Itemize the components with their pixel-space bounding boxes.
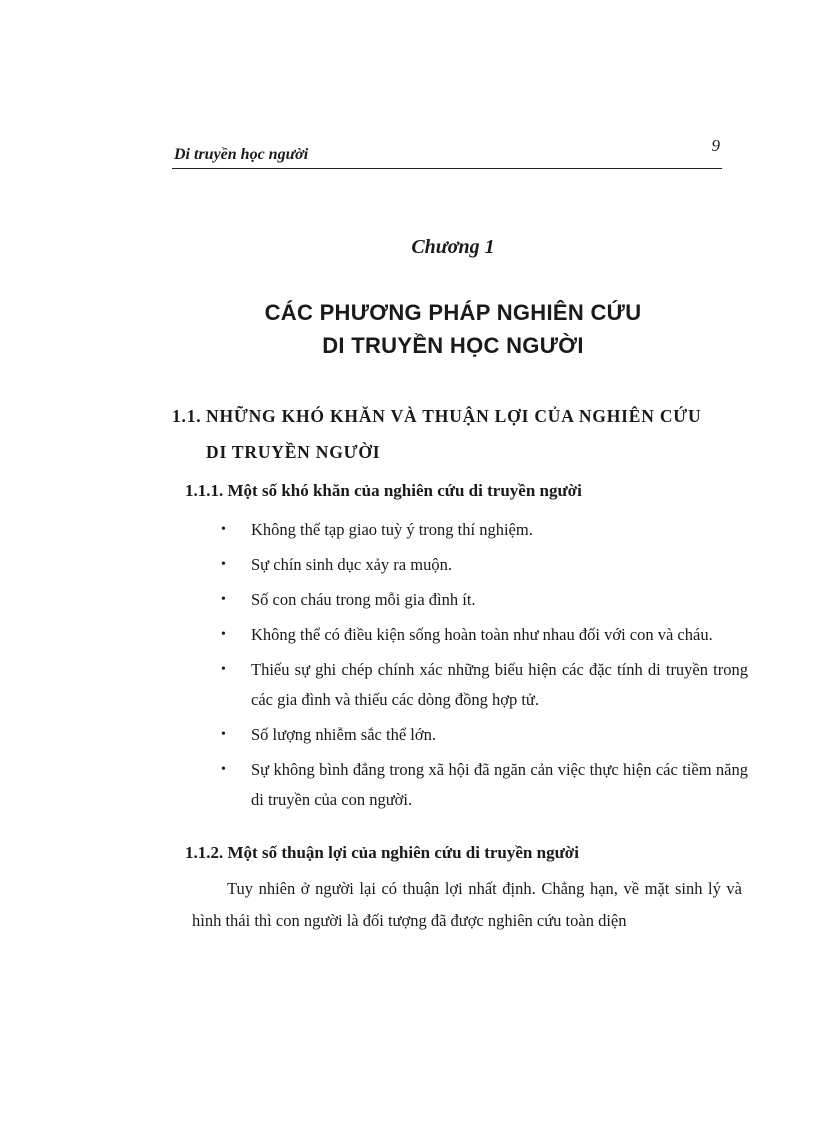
list-item-text: Không thể có điều kiện sống hoàn toàn như nhau đối với con và cháu. <box>251 625 713 644</box>
chapter-title-line-2: DI TRUYỀN HỌC NGƯỜI <box>322 333 584 358</box>
list-item <box>218 620 748 650</box>
list-item-text: Số lượng nhiễm sắc thể lớn. <box>251 725 436 744</box>
section-heading-line-1 <box>172 398 742 434</box>
chapter-title-line-1: CÁC PHƯƠNG PHÁP NGHIÊN CỨU <box>264 300 642 325</box>
difficulties-list <box>218 515 748 820</box>
chapter-title <box>0 296 816 362</box>
list-item <box>218 720 748 750</box>
bullet-icon: • <box>221 662 226 677</box>
bullet-icon: • <box>221 727 226 742</box>
running-title: Di truyền học người <box>174 146 309 163</box>
subsection-heading-advantages: 1.1.2. Một số thuận lợi của nghiên cứu di truyền người <box>185 843 579 862</box>
section-title-line-1: NHỮNG KHÓ KHĂN VÀ THUẬN LỢI CỦA NGHIÊN CỨU <box>206 406 702 426</box>
bullet-icon: • <box>221 592 226 607</box>
body-paragraph: Tuy nhiên ở người lại có thuận lợi nhất định. Chẳng hạn, về mặt sinh lý và hình thái thì con người là đối tượng đã được nghiên cứu toàn diện <box>192 879 742 930</box>
list-item-text: Số con cháu trong mỗi gia đình ít. <box>251 590 476 609</box>
list-item <box>218 550 748 580</box>
list-item <box>218 515 748 545</box>
list-item-text: Sự chín sinh dục xảy ra muộn. <box>251 555 452 574</box>
bullet-icon: • <box>221 762 226 777</box>
subsection-heading-difficulties: 1.1.1. Một số khó khăn của nghiên cứu di truyền người <box>185 481 582 500</box>
chapter-label: Chương 1 <box>411 236 495 258</box>
bullet-icon: • <box>221 522 226 537</box>
section-title-line-2: DI TRUYỀN NGƯỜI <box>206 442 381 462</box>
page-number: 9 <box>711 136 720 155</box>
bullet-icon: • <box>221 627 226 642</box>
list-item-text: Sự không bình đẳng trong xã hội đã ngăn cản việc thực hiện các tiềm năng di truyền của con người. <box>251 760 748 809</box>
section-heading <box>172 398 742 470</box>
bullet-icon: • <box>221 557 226 572</box>
list-item <box>218 585 748 615</box>
section-number: 1.1. <box>172 406 202 426</box>
page-header <box>172 136 722 169</box>
list-item-text: Không thể tạp giao tuỳ ý trong thí nghiệm. <box>251 520 533 539</box>
list-item <box>218 655 748 715</box>
list-item-text: Thiếu sự ghi chép chính xác những biểu hiện các đặc tính di truyền trong các gia đình và thiếu các dòng đồng hợp tử. <box>251 660 748 709</box>
list-item <box>218 755 748 815</box>
